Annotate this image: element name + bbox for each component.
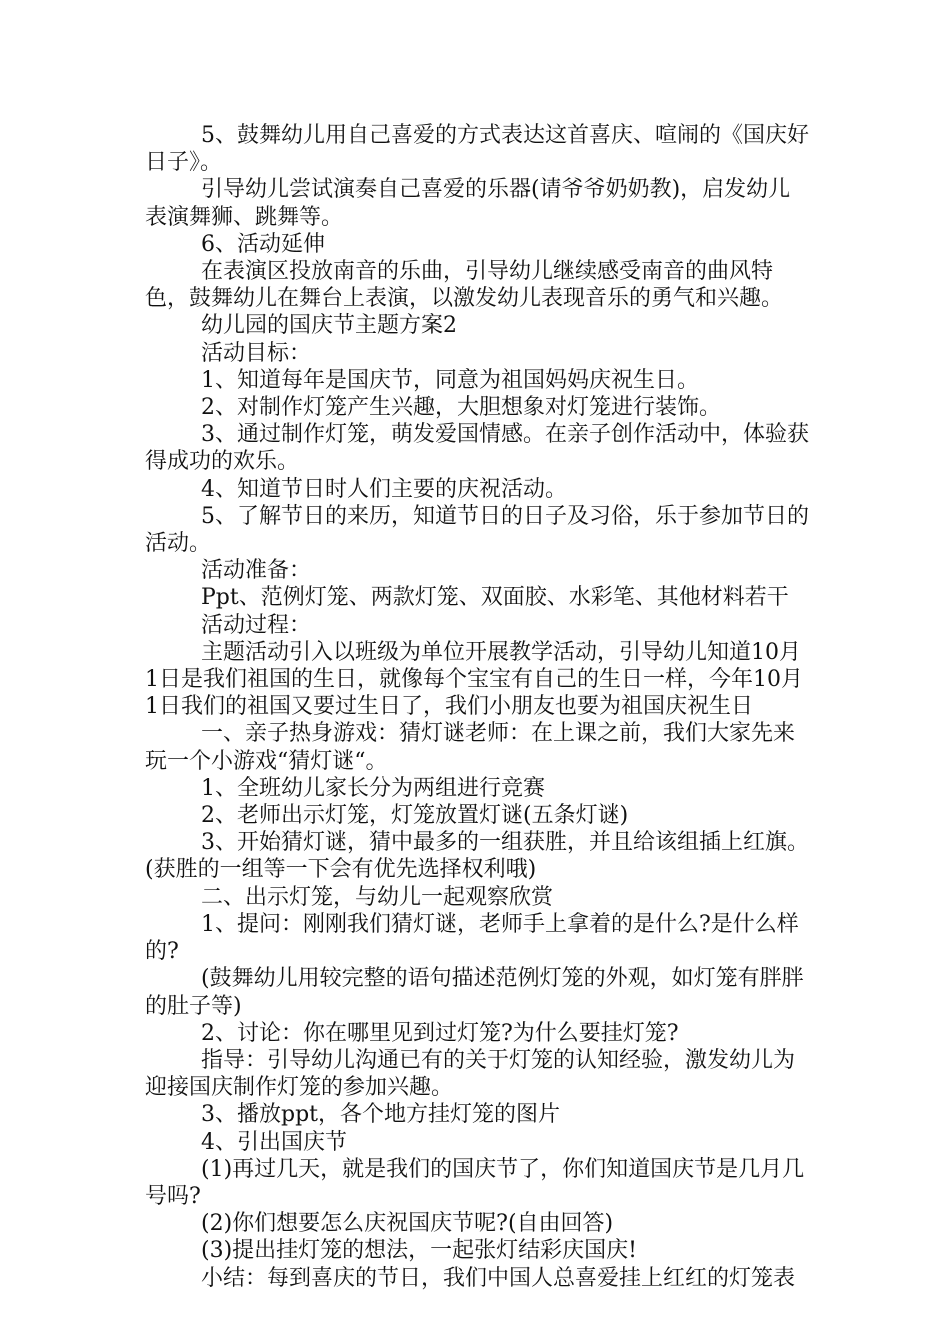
document-body [145, 122, 810, 1292]
paragraph: (3)提出挂灯笼的想法，一起张灯结彩庆国庆! [201, 1238, 638, 1264]
paragraph: (1)再过几天，就是我们的国庆节了，你们知道国庆节是几月几号吗? [145, 1156, 805, 1209]
paragraph: (2)你们想要怎么庆祝国庆节呢?(自由回答) [201, 1211, 614, 1237]
paragraph: 在表演区投放南音的乐曲，引导幼儿继续感受南音的曲风特色，鼓舞幼儿在舞台上表演，以激发幼儿表现音乐的勇气和兴趣。 [145, 259, 784, 312]
paragraph: 活动准备： [201, 558, 312, 584]
paragraph: 3、通过制作灯笼，萌发爱国情感。在亲子创作活动中，体验获得成功的欢乐。 [145, 422, 809, 475]
paragraph: 活动过程： [201, 612, 312, 638]
paragraph: 5、了解节日的来历，知道节日的日子及习俗，乐于参加节日的活动。 [145, 503, 809, 557]
paragraph: 6、活动延伸 [201, 231, 325, 257]
paragraph: 指导：引导幼儿沟通已有的关于灯笼的认知经验，激发幼儿为迎接国庆制作灯笼的参加兴趣。 [145, 1047, 796, 1101]
paragraph: 3、播放ppt，各个地方挂灯笼的图片 [201, 1102, 561, 1128]
paragraph: (鼓舞幼儿用较完整的语句描述范例灯笼的外观，如灯笼有胖胖的肚子等) [145, 966, 804, 1019]
paragraph: 5、鼓舞幼儿用自己喜爱的方式表达这首喜庆、喧闹的《国庆好日子》。 [145, 123, 809, 176]
paragraph: 4、知道节日时人们主要的庆祝活动。 [201, 476, 567, 502]
paragraph: 活动目标： [201, 340, 312, 366]
paragraph: 一、亲子热身游戏：猜灯谜老师：在上课之前，我们大家先来玩一个小游戏“猜灯谜“。 [145, 721, 796, 774]
paragraph: 2、老师出示灯笼，灯笼放置灯谜(五条灯谜) [201, 803, 629, 829]
paragraph: 二、出示灯笼，与幼儿一起观察欣赏 [201, 884, 554, 910]
section-title: 幼儿园的国庆节主题方案2 [201, 313, 457, 339]
paragraph: Ppt、范例灯笼、两款灯笼、双面胶、水彩笔、其他材料若干 [201, 585, 789, 611]
paragraph: 4、引出国庆节 [201, 1129, 347, 1155]
paragraph: 引导幼儿尝试演奏自己喜爱的乐器(请爷爷奶奶教)，启发幼儿表演舞狮、跳舞等。 [145, 177, 791, 230]
paragraph: 1、提问：刚刚我们猜灯谜，老师手上拿着的是什么?是什么样的? [145, 911, 799, 965]
paragraph: 主题活动引入以班级为单位开展教学活动，引导幼儿知道10月1日是我们祖国的生日，就像每个宝宝有自己的生日一样，今年10月1日我们的祖国又要过生日了，我们小朋友也要为祖国庆祝生日 [145, 639, 803, 720]
paragraph: 1、全班幼儿家长分为两组进行竞赛 [201, 775, 545, 801]
paragraph: 小结：每到喜庆的节日，我们中国人总喜爱挂上红红的灯笼表 [201, 1265, 796, 1291]
paragraph: 2、对制作灯笼产生兴趣，大胆想象对灯笼进行装饰。 [201, 395, 721, 421]
paragraph: 2、讨论：你在哪里见到过灯笼?为什么要挂灯笼? [201, 1020, 679, 1046]
paragraph: 1、知道每年是国庆节，同意为祖国妈妈庆祝生日。 [201, 367, 699, 393]
paragraph: 3、开始猜灯谜，猜中最多的一组获胜，并且给该组插上红旗。(获胜的一组等一下会有优先选择权利哦) [145, 830, 809, 883]
